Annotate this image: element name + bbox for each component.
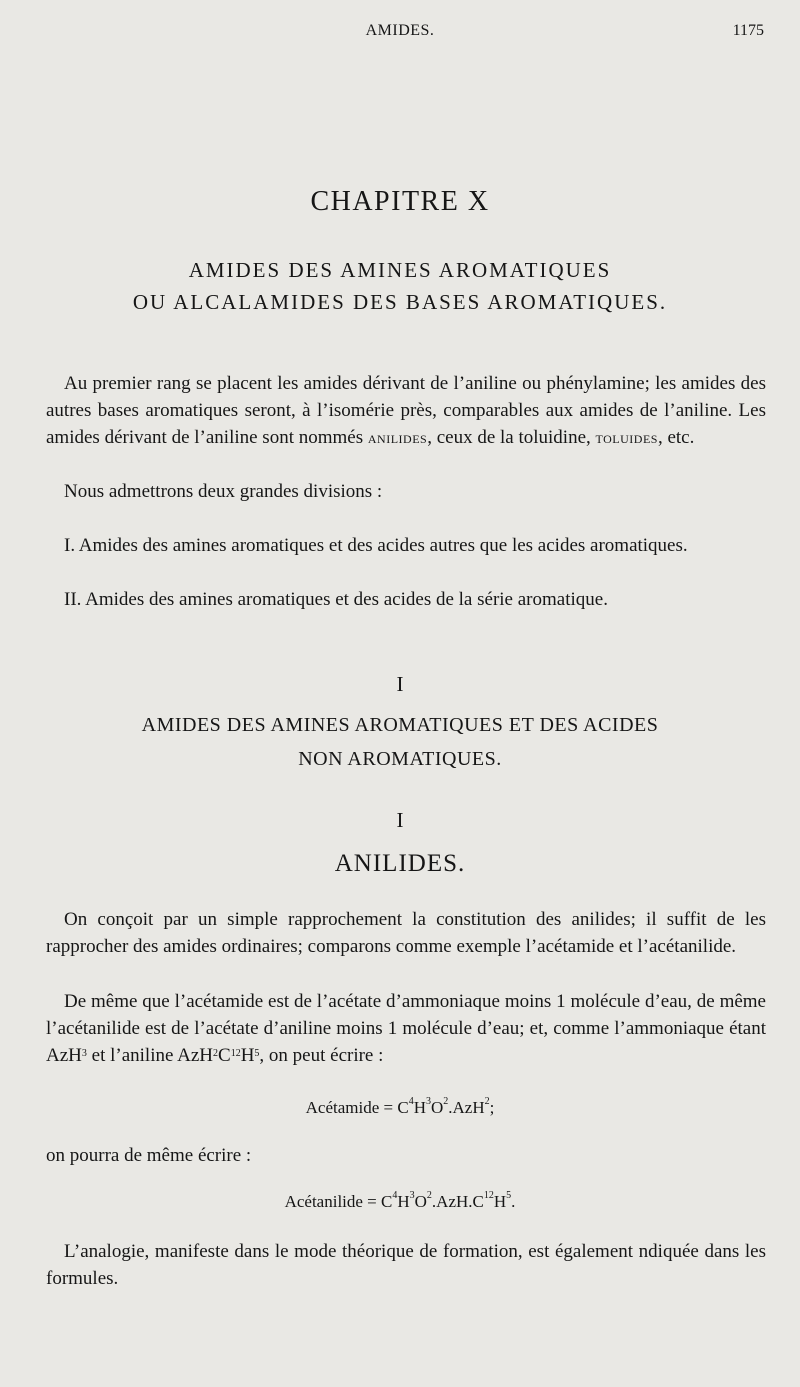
page-number: 1175 xyxy=(732,22,764,39)
subsection-numeral: I xyxy=(396,808,404,832)
f2-s5: 5 xyxy=(506,1190,512,1201)
chapter-heading: CHAPITRE X xyxy=(310,186,490,217)
f1-b: O xyxy=(430,1098,444,1117)
p2-text-c: C xyxy=(218,1045,231,1066)
p2-sup-3: 3 xyxy=(81,1048,87,1059)
intro-text-2: , ceux de la toluidine, xyxy=(427,427,591,448)
f2-s12: 12 xyxy=(483,1190,494,1201)
division-1: I. Amides des amines aromatiques et des acides autres que les acides aromatiques. xyxy=(64,535,688,556)
f1-s3: 3 xyxy=(425,1096,431,1107)
section-title-line1: AMIDES DES AMINES AROMATIQUES ET DES ACIDES xyxy=(141,714,659,736)
term-anilides: anilides xyxy=(367,428,428,447)
body-paragraph-3: on pourra de même écrire : xyxy=(46,1145,252,1166)
f1-end: ; xyxy=(489,1098,495,1117)
f2-end: . xyxy=(511,1192,516,1211)
body-paragraph-4: L’analogie, manifeste dans le mode théorique de formation, est également ndiquée dans les formules. xyxy=(46,1241,766,1289)
p2-sup-5: 5 xyxy=(254,1048,260,1059)
f1-lhs: Acétamide = C xyxy=(305,1098,409,1117)
body-paragraph-1: On conçoit par un simple rapprochement la constitution des anilides; il suffit de les rapprocher des amides ordinaires; comparons comme exemple l’acétamide et l’acétanilide. xyxy=(46,909,766,957)
intro-paragraph xyxy=(46,370,766,451)
f2-s4: 4 xyxy=(392,1190,398,1201)
running-header: AMIDES. xyxy=(365,22,435,39)
f1-c: .AzH xyxy=(448,1098,485,1117)
p2-text-d: H xyxy=(240,1045,255,1066)
section-title-line2: NON AROMATIQUES. xyxy=(298,748,502,770)
subsection-title: ANILIDES. xyxy=(334,850,466,877)
formula-acetamide xyxy=(0,1098,800,1118)
p2-text-a: De même que l’acétamide est de l’acétate d’ammoniaque moins 1 molécule d’eau, de même l’acétanilide est de l’acétate d’aniline moins 1 molécule d’eau; et, comme l’ammoniaque étant AzH xyxy=(46,991,766,1066)
chapter-subtitle-line1: AMIDES DES AMINES AROMATIQUES xyxy=(188,258,612,282)
divisions-intro: Nous admettrons deux grandes divisions : xyxy=(64,481,383,502)
section-numeral: I xyxy=(396,672,404,696)
chapter-subtitle-line2: OU ALCALAMIDES DES BASES AROMATIQUES. xyxy=(132,290,668,314)
f2-d: H xyxy=(493,1192,507,1211)
f2-s2: 2 xyxy=(426,1190,432,1201)
p2-sup-12: 12 xyxy=(230,1048,241,1059)
p2-sup-2: 2 xyxy=(213,1048,218,1059)
term-toluides: toluides xyxy=(595,428,658,447)
formula-acetanilide xyxy=(0,1192,800,1212)
f2-lhs: Acétanilide = C xyxy=(284,1192,393,1211)
f1-a: H xyxy=(413,1098,426,1117)
p2-text-e: , on peut écrire : xyxy=(259,1045,384,1066)
body-paragraph-2 xyxy=(46,988,766,1069)
f1-s2b: 2 xyxy=(484,1096,490,1107)
f2-b: O xyxy=(414,1192,427,1211)
f1-s2: 2 xyxy=(443,1096,449,1107)
p2-text-b: et l’aniline AzH xyxy=(86,1045,213,1066)
intro-text-3: , etc. xyxy=(657,427,695,448)
f2-s3: 3 xyxy=(409,1190,415,1201)
f2-c: .AzH.C xyxy=(431,1192,484,1211)
division-2: II. Amides des amines aromatiques et des acides de la série aromatique. xyxy=(64,589,608,610)
intro-text-1: Au premier rang se placent les amides dérivant de l’aniline ou phénylamine; les amides des autres bases aromatiques seront, à l’isomérie près, comparables aux amides de l’aniline. Les amides dérivant de l’aniline sont nommés xyxy=(46,373,766,448)
f1-s4: 4 xyxy=(408,1096,414,1107)
f2-a: H xyxy=(397,1192,410,1211)
